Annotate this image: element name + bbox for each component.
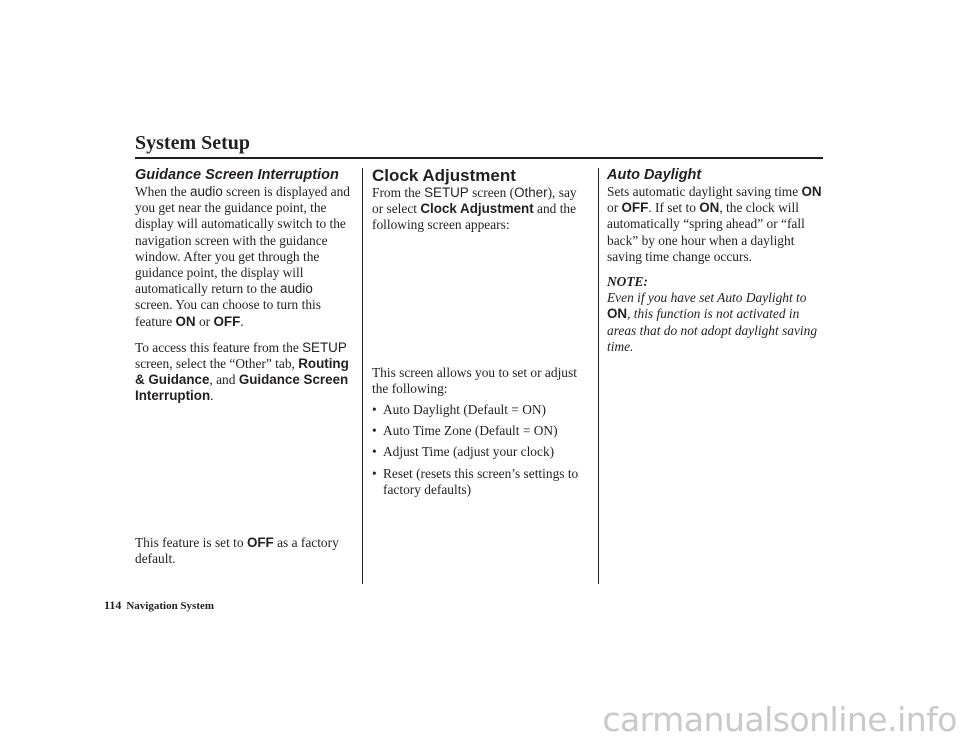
- list-item: • Auto Time Zone (Default = ON): [372, 423, 590, 439]
- page-footer: [104, 598, 214, 613]
- text: ), say or select: [372, 185, 577, 217]
- text: and the following screen appears:: [372, 201, 577, 233]
- paragraph-factory-default: [135, 535, 353, 567]
- text: .: [240, 313, 244, 329]
- watermark: carmanualsonline.info: [602, 700, 957, 739]
- section-title: System Setup: [135, 132, 251, 154]
- paragraph-clock-access: [372, 185, 590, 234]
- column-divider: [598, 168, 599, 584]
- list-item: • Reset (resets this screen’s settings to factory defaults): [372, 466, 590, 498]
- setting-off: OFF: [621, 200, 649, 216]
- menu-guidance-screen-interruption: Guidance Screen Interruption: [135, 372, 349, 404]
- text: . If set to: [648, 200, 700, 216]
- heading-guidance-screen-interruption: Guidance Screen Interruption: [135, 167, 339, 183]
- column-auto-daylight: [607, 166, 825, 355]
- heading-auto-daylight: Auto Daylight: [607, 167, 702, 183]
- list-item: • Adjust Time (adjust your clock): [372, 444, 590, 460]
- note-label: NOTE:: [607, 274, 648, 290]
- setting-off: OFF: [246, 534, 274, 550]
- menu-clock-adjustment: Clock Adjustment: [420, 201, 534, 217]
- text: From the: [372, 185, 425, 200]
- text: screen, select the “Other” tab,: [135, 356, 299, 372]
- tab-name-other: Other: [514, 185, 548, 200]
- screen-name-setup: SETUP: [424, 185, 469, 200]
- text: Sets automatic daylight saving time: [607, 184, 802, 199]
- screen-name-audio: audio: [280, 281, 313, 297]
- paragraph-access-instructions: [135, 340, 353, 405]
- note-text: [607, 290, 825, 355]
- text: screen (: [468, 185, 515, 200]
- text: .: [210, 388, 214, 404]
- setting-off: OFF: [213, 313, 241, 329]
- column-divider: [362, 168, 363, 584]
- menu-routing-guidance: Routing & Guidance: [135, 356, 349, 388]
- setting-on: ON: [801, 184, 822, 199]
- paragraph-clock-options-intro: This screen allows you to set or adjust the following:: [372, 364, 577, 396]
- page-number: 114: [104, 598, 122, 612]
- text: Even if you have set Auto Daylight to: [607, 290, 807, 306]
- title-rule: [135, 157, 823, 159]
- setting-on: ON: [699, 200, 720, 216]
- clock-options-list: [372, 402, 590, 498]
- text: or: [607, 200, 622, 216]
- text: screen is displayed and you get near the guidance point, the display will automatically switch to the navigation screen with the guidance window. After you get through the guidance point, the display will automatically return to the: [135, 184, 350, 297]
- text: This feature is set to: [135, 534, 247, 550]
- setting-on: ON: [607, 306, 628, 322]
- text: or: [195, 313, 214, 329]
- paragraph-guidance-description: [135, 184, 353, 330]
- column-clock-adjustment: [372, 166, 590, 498]
- paragraph-auto-daylight: [607, 184, 825, 265]
- text: screen. You can choose to turn this feature: [135, 297, 321, 329]
- column-guidance-screen-interruption: [135, 166, 353, 567]
- text: , the clock will automatically “spring ahead” or “fall back” by one hour when a daylight saving time change occurs.: [607, 200, 805, 264]
- screen-name-setup: SETUP: [302, 339, 347, 355]
- text: , and: [209, 372, 239, 388]
- text: , this function is not activated in areas that do not adopt daylight saving time.: [607, 306, 818, 354]
- text: When the: [135, 184, 191, 199]
- text: as a factory default.: [135, 534, 339, 566]
- text: To access this feature from the: [135, 339, 303, 355]
- screen-name-audio: audio: [190, 184, 223, 199]
- list-item: • Auto Daylight (Default = ON): [372, 402, 590, 418]
- setting-on: ON: [175, 313, 196, 329]
- heading-clock-adjustment: Clock Adjustment: [372, 166, 516, 185]
- book-title: Navigation System: [126, 600, 215, 612]
